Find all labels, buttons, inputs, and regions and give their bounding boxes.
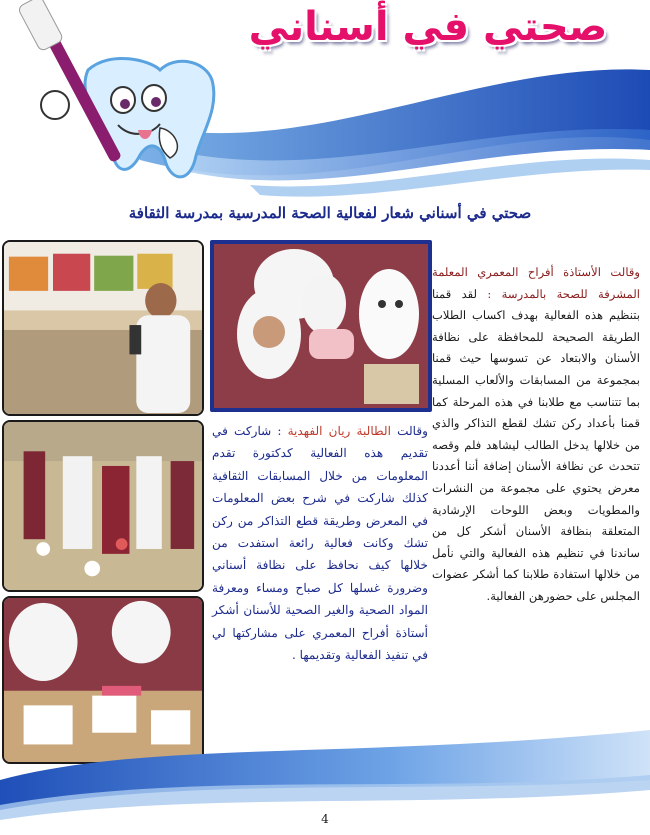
- photo-student-microphone: [2, 240, 204, 416]
- teacher-speaker: وقالت الأستاذة أفراح المعمري المعلمة المشرفة للصحة بالمدرسة :: [432, 265, 640, 301]
- student-intro: وقالت: [397, 424, 428, 438]
- photo-girls-tooth-model: [210, 240, 432, 412]
- article-headline: صحتي في أسناني شعار لفعالية الصحة المدرسية بمدرسة الثقافة: [128, 204, 532, 222]
- page-number: 4: [321, 812, 329, 826]
- page-title: صحتي في أسناني: [248, 4, 608, 50]
- student-quote: [212, 420, 428, 666]
- student-quote-body: : شاركت في تقديم هذه الفعالية كدكتورة تقدم المعلومات من خلال المسابقات الثقافية كذلك شاركت في شرح بعض المعلومات في المعرض وطريقة قطع التذاكر من ركن تشك وكانت فعالية رائعة استفدت من خلالها كيف نحافظ على نظافة أسناني وضرورة غسلها كل صباح ومساء ومعرفة المواد الصحية والغير الصحية للأسنان أشكر أستاذة أفراح المعمري على مشاركتها لي في تنفيذ الفعالية وتقديمها .: [212, 424, 428, 663]
- teacher-quote: [432, 262, 640, 608]
- photo-balloon-game: [2, 420, 204, 592]
- teacher-quote-body: لقد قمنا بتنظيم هذه الفعالية بهدف اكساب الطلاب الطريقة الصحيحة للمحافظة على نظافة الأسنان والابتعاد عن تسوسها حيث قمنا بمجموعة من المسابقات والألعاب المسلية بما تتناسب مع طلابنا في هذه المرحلة كما قمنا بأعداد ركن تشك لقطع التذاكر والذي من خلالها يدخل الطالب ليشاهد فلم وقصه تتحدث عن نظافة الأسنان إضافة أننا أعددنا معرض يحتوي على مجموعة من النشرات والمطويات وبعض اللوحات الإرشادية المتعلقة بنظافة الأسنان أشكر كل من ساندنا في تنظيم هذه الفعالية والتي نأمل من خلالها استفادة طلابنا كما أشكر عضوات المجلس على حضورهن الفعالية.: [432, 286, 640, 603]
- student-speaker: الطالبة ريان الفهدية: [287, 424, 391, 438]
